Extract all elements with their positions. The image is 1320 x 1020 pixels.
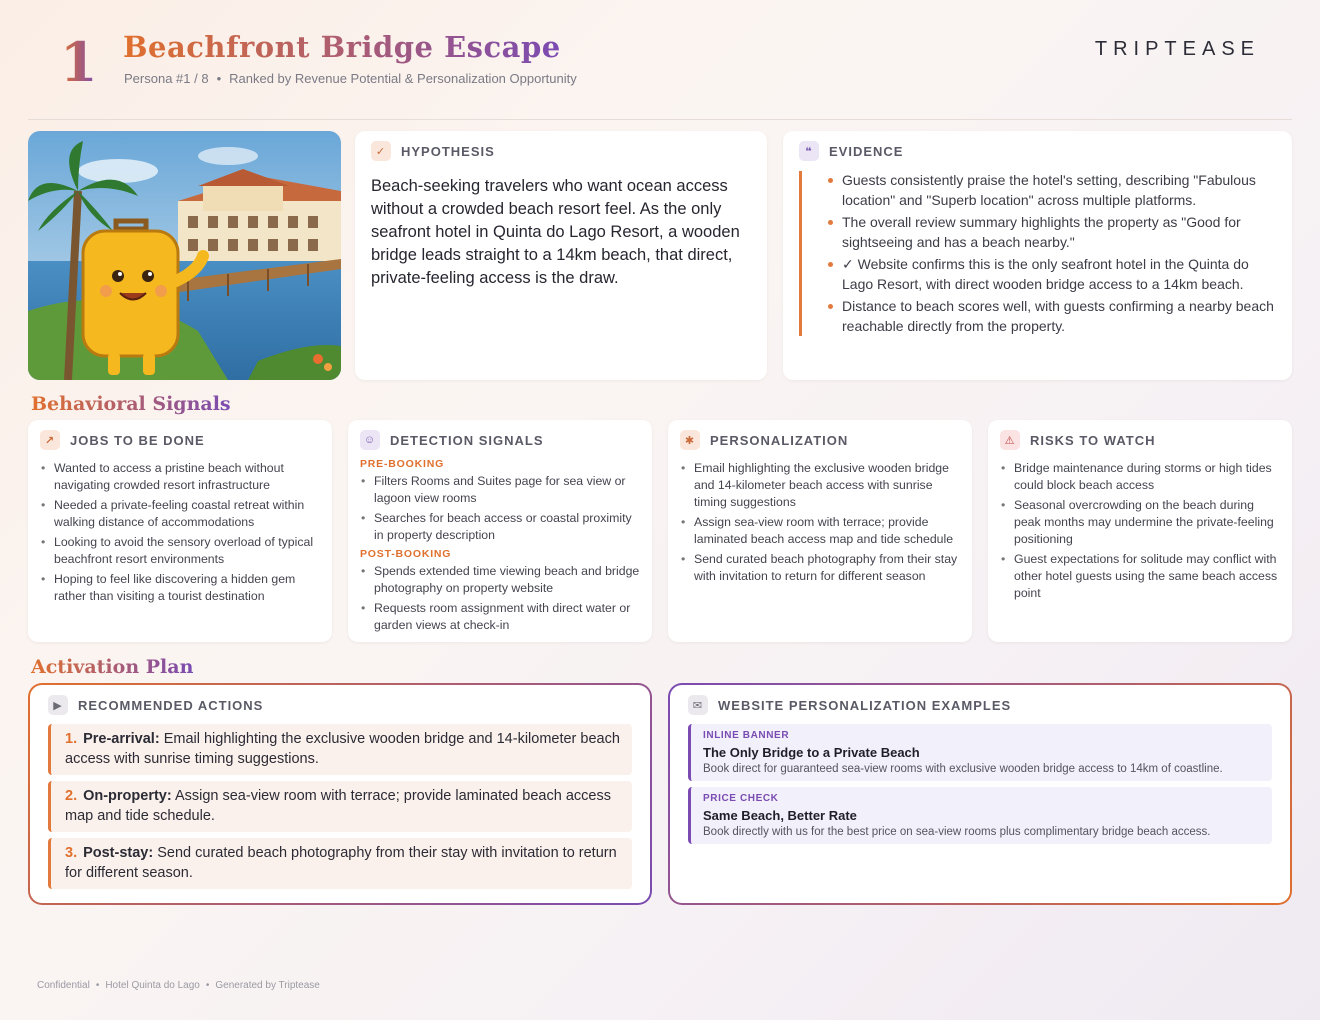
list-item: • Wanted to access a pristine beach without navigating crowded resort infrastructure xyxy=(40,460,320,494)
actions-list xyxy=(48,724,632,889)
action-head: On-property: xyxy=(83,788,172,804)
page-footer: Confidential • Hotel Quinta do Lago • Generated by Triptease xyxy=(37,980,320,991)
personalization-card xyxy=(668,420,972,642)
actions-label: RECOMMENDED ACTIONS xyxy=(78,697,264,713)
action-number: 1. xyxy=(65,731,78,747)
personalization-header xyxy=(680,430,960,450)
check-icon: ✓ xyxy=(371,141,391,161)
warning-icon: ⚠ xyxy=(1000,430,1020,450)
list-item: • Looking to avoid the sensory overload of typical beachfront resort environments xyxy=(40,534,320,568)
actions-header xyxy=(48,695,632,715)
list-item: • Guest expectations for solitude may conflict with other hotel guests using the same beach access point xyxy=(1000,551,1280,602)
examples-list xyxy=(688,724,1272,844)
risks-label: RISKS TO WATCH xyxy=(1030,432,1156,448)
examples-header xyxy=(688,695,1272,715)
list-item: Guests consistently praise the hotel's setting, describing "Fabulous location" and "Superb location" across multiple platforms. xyxy=(816,171,1276,210)
pre-booking-list xyxy=(360,473,640,544)
example-headline: The Only Bridge to a Private Beach xyxy=(703,745,920,760)
action-text: Email highlighting the exclusive wooden bridge and 14-kilometer beach access with sunrise timing suggestions. xyxy=(65,731,620,767)
list-item: The overall review summary highlights the property as "Good for sightseeing and has a beach nearby." xyxy=(816,213,1276,252)
risks-header xyxy=(1000,430,1280,450)
page-subtitle: Persona #1 / 8 • Ranked by Revenue Potential & Personalization Opportunity xyxy=(124,71,577,86)
example-price-check xyxy=(688,787,1272,844)
quote-icon: ❝ xyxy=(799,141,819,161)
example-body: Book directly with us for the best price on sea-view rooms plus complimentary bridge beach access. xyxy=(703,826,1211,838)
list-item: • Bridge maintenance during storms or high tides could block beach access xyxy=(1000,460,1280,494)
list-item: • Spends extended time viewing beach and bridge photography on property website xyxy=(360,563,640,597)
post-booking-label: POST-BOOKING xyxy=(360,548,452,560)
examples-label: WEBSITE PERSONALIZATION EXAMPLES xyxy=(718,697,1012,713)
action-item-post-stay xyxy=(48,838,632,889)
action-item-pre-arrival xyxy=(48,724,632,775)
list-item: • Requests room assignment with direct water or garden views at check-in xyxy=(360,600,640,634)
list-item: • Send curated beach photography from their stay with invitation to return for different season xyxy=(680,551,960,585)
risks-card xyxy=(988,420,1292,642)
example-inline-banner xyxy=(688,724,1272,781)
evidence-header xyxy=(799,141,1276,161)
action-item-on-property xyxy=(48,781,632,832)
hypothesis-text: Beach-seeking travelers who want ocean access without a crowded beach resort feel. As the only seafront hotel in Quinta do Lago Resort, a wooden bridge leads straight to a 14km beach, that direct, private-feeling access is the draw. xyxy=(371,177,740,287)
activation-plan-heading: Activation Plan xyxy=(31,656,194,678)
jobs-list xyxy=(40,460,320,605)
example-headline: Same Beach, Better Rate xyxy=(703,808,857,823)
smiley-icon: ☺ xyxy=(360,430,380,450)
example-body: Book direct for guaranteed sea-view rooms with exclusive wooden bridge access to 14km of coastline. xyxy=(703,763,1223,775)
evidence-card xyxy=(783,131,1292,380)
behavioral-signals-heading: Behavioral Signals xyxy=(31,393,231,415)
actions-card-border xyxy=(28,683,652,905)
list-item: • Email highlighting the exclusive wooden bridge and 14-kilometer beach access with sunrise timing suggestions xyxy=(680,460,960,511)
example-tag: INLINE BANNER xyxy=(703,730,790,741)
evidence-list xyxy=(799,171,1276,336)
jobs-card xyxy=(28,420,332,642)
footer-confidential: Confidential xyxy=(37,980,90,991)
action-number: 2. xyxy=(65,788,78,804)
page-title: Beachfront Bridge Escape xyxy=(123,30,561,64)
list-item: • Seasonal overcrowding on the beach during peak months may undermine the private-feeling positioning xyxy=(1000,497,1280,548)
mail-icon: ✉ xyxy=(688,695,708,715)
risks-list xyxy=(1000,460,1280,602)
examples-card-border xyxy=(668,683,1292,905)
brand-logo: TRIPTEASE xyxy=(1094,38,1260,60)
actions-card xyxy=(30,685,650,903)
page-header xyxy=(28,0,1292,120)
post-booking-list xyxy=(360,563,640,634)
detection-card xyxy=(348,420,652,642)
hypothesis-header xyxy=(371,141,751,161)
detection-header xyxy=(360,430,640,450)
arrow-up-right-icon: ↗ xyxy=(40,430,60,450)
list-item: • Filters Rooms and Suites page for sea view or lagoon view rooms xyxy=(360,473,640,507)
persona-rank: 1 xyxy=(60,30,98,94)
hypothesis-label: HYPOTHESIS xyxy=(401,143,495,159)
action-text: Assign sea-view room with terrace; provide laminated beach access map and tide schedule. xyxy=(65,788,611,824)
list-item: ✓ Website confirms this is the only seafront hotel in the Quinta do Lago Resort, with direct wooden bridge access to a 14km beach. xyxy=(816,255,1276,294)
list-item: • Searches for beach access or coastal proximity in property description xyxy=(360,510,640,544)
personalization-label: PERSONALIZATION xyxy=(710,432,849,448)
list-item: • Assign sea-view room with terrace; provide laminated beach access map and tide schedule xyxy=(680,514,960,548)
footer-generated: Generated by Triptease xyxy=(215,980,320,991)
persona-illustration xyxy=(28,131,341,380)
list-item: • Needed a private-feeling coastal retreat within walking distance of accommodations xyxy=(40,497,320,531)
pre-booking-label: PRE-BOOKING xyxy=(360,458,445,470)
example-tag: PRICE CHECK xyxy=(703,793,779,804)
asterisk-icon: ✱ xyxy=(680,430,700,450)
evidence-label: EVIDENCE xyxy=(829,143,904,159)
examples-card xyxy=(670,685,1290,903)
jobs-label: JOBS TO BE DONE xyxy=(70,432,205,448)
personalization-list xyxy=(680,460,960,585)
ranking-note: Ranked by Revenue Potential & Personalization Opportunity xyxy=(229,71,577,86)
list-item: Distance to beach scores well, with guests confirming a nearby beach reachable directly from the property. xyxy=(816,297,1276,336)
detection-label: DETECTION SIGNALS xyxy=(390,432,544,448)
persona-index: Persona #1 / 8 xyxy=(124,71,209,86)
action-number: 3. xyxy=(65,845,78,861)
footer-hotel: Hotel Quinta do Lago xyxy=(105,980,200,991)
jobs-header xyxy=(40,430,320,450)
list-item: • Hoping to feel like discovering a hidden gem rather than visiting a tourist destination xyxy=(40,571,320,605)
play-icon: ▶ xyxy=(48,695,68,715)
hypothesis-card xyxy=(355,131,767,380)
action-head: Post-stay: xyxy=(83,845,154,861)
action-text: Send curated beach photography from their stay with invitation to return for different season. xyxy=(65,845,617,881)
action-head: Pre-arrival: xyxy=(83,731,160,747)
